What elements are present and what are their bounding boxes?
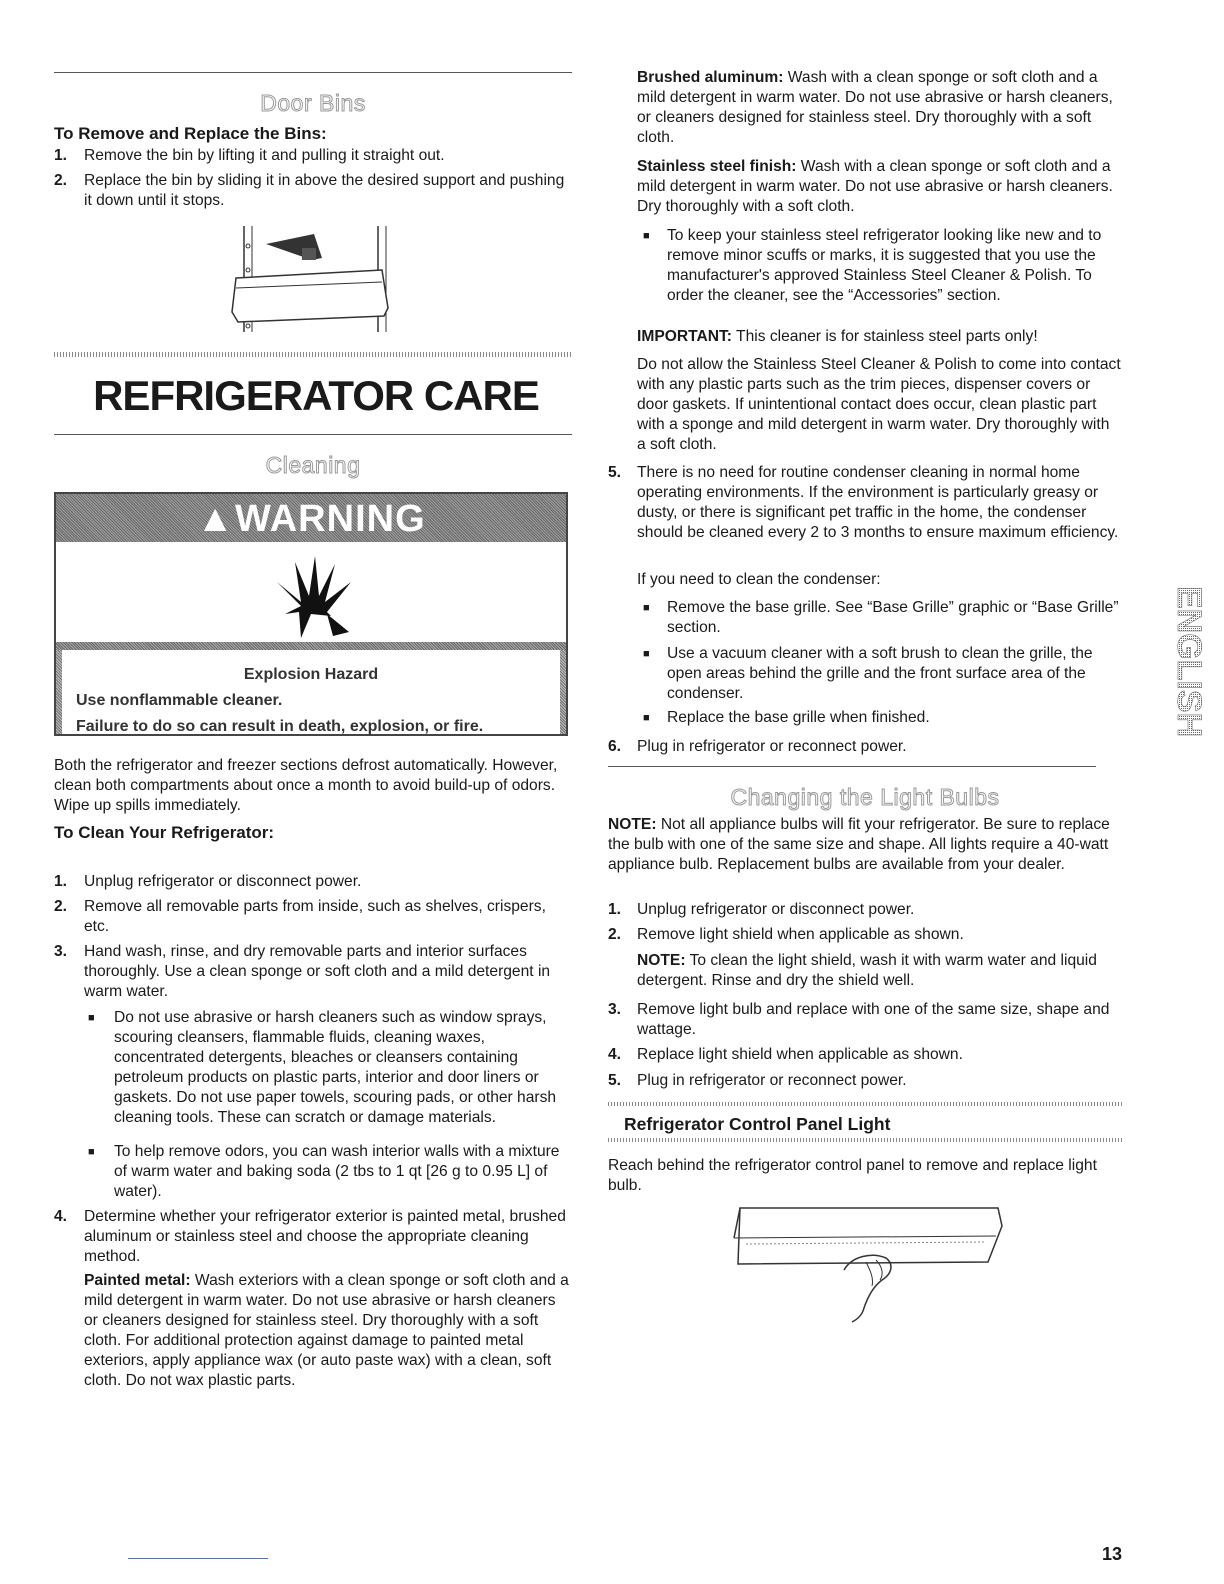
cleaning-heading: Cleaning [265, 452, 361, 478]
warning-side [560, 650, 566, 734]
door-bin-illustration [226, 226, 392, 332]
step-number: 1. [54, 147, 68, 164]
refrigerator-care-title: REFRIGERATOR CARE [93, 372, 539, 419]
painted-metal-label: Painted metal: [84, 1272, 191, 1289]
bulbs-step-1: Unplug refrigerator or disconnect power. [637, 901, 915, 918]
bulbs-note-text: Not all appliance bulbs will fit your refrigerator. Be sure to replace the bulb with one of the same size and shape. All lights require a 40-watt appliance bulb. Replacement bulbs are available from your dealer. [608, 816, 1110, 873]
step-number: 5. [608, 464, 622, 481]
brushed-aluminum-text: Wash with a clean sponge or soft cloth and a mild detergent in warm water. Do not use abrasive or harsh cleaners, or cleaners designed for stainless steel. Dry thoroughly with a soft cloth. [637, 69, 1113, 146]
painted-metal-paragraph [84, 1271, 572, 1391]
warning-line-2: Failure to do so can result in death, explosion, or fire. [76, 718, 484, 735]
important-paragraph [637, 327, 1122, 347]
cleaning-step-4: Determine whether your refrigerator exterior is painted metal, brushed aluminum or stainless steel and choose the appropriate cleaning method. [84, 1208, 566, 1265]
bullet-icon: ■ [643, 230, 650, 242]
painted-metal-text: Wash exteriors with a clean sponge or soft cloth and a mild detergent in warm water. Do not use abrasive or harsh cleaners or cleaners designed for stainless steel. Dry thoroughly with a soft cloth. For additional protection against damage to painted metal exteriors, apply appliance wax (or auto paste wax) with a clean, soft cloth. Do not wax plastic parts. [84, 1272, 569, 1389]
bulbs-note-label: NOTE: [608, 816, 657, 833]
bulbs-step-2-note-label: NOTE: [637, 952, 686, 969]
bulbs-note [608, 815, 1122, 875]
warning-line-1: Use nonflammable cleaner. [76, 692, 283, 709]
bullet-icon: ■ [643, 602, 650, 614]
step-number: 6. [608, 738, 622, 755]
cleaning-intro: Both the refrigerator and freezer sections defrost automatically. However, clean both compartments about once a month to avoid build-up of odors. Wipe up spills immediately. [54, 757, 558, 814]
step-number: 5. [608, 1072, 622, 1089]
condenser-bullet-3: Replace the base grille when finished. [667, 709, 930, 726]
cleaning-step-5: There is no need for routine condenser cleaning in normal home operating environments. If the environment is particularly greasy or dusty, or there is significant pet traffic in the home, the condenser should be cleaned every 2 to 3 months to ensure maximum efficiency. [637, 464, 1119, 541]
plastic-note: Do not allow the Stainless Steel Cleaner & Polish to come into contact with any plastic parts such as the trim pieces, dispenser covers or door gaskets. If unintentional contact does occur, clean plastic part with a sponge and mild detergent in warm water. Dry thoroughly with a soft cloth. [637, 356, 1121, 453]
stainless-text: Wash with a clean sponge or soft cloth and a mild detergent in warm water. Do not use abrasive or harsh cleaners. Dry thoroughly with a soft cloth. [637, 158, 1113, 215]
condenser-bullet-2: Use a vacuum cleaner with a soft brush to clean the grille, the open areas behind the grille and the front surface area of the condenser. [667, 645, 1093, 702]
cleaning-step-3-bullet-2: To help remove odors, you can wash interior walls with a mixture of warm water and baking soda (2 tbs to 1 qt [26 g to 0.95 L] of water). [114, 1143, 560, 1200]
step-number: 1. [608, 901, 622, 918]
bulbs-step-5: Plug in refrigerator or reconnect power. [637, 1072, 907, 1089]
warning-hazard: Explosion Hazard [243, 666, 379, 683]
bullet-icon: ■ [88, 1012, 95, 1024]
warning-header [56, 494, 566, 542]
step-number: 3. [54, 943, 68, 960]
page-number: 13 [1102, 1544, 1123, 1564]
explosion-icon [271, 552, 355, 638]
door-bins-step-1: Remove the bin by lifting it and pulling it straight out. [84, 147, 445, 164]
step-number: 1. [54, 873, 68, 890]
cleaning-step-3: Hand wash, rinse, and dry removable parts and interior surfaces thoroughly. Use a clean sponge or soft cloth and a mild detergent in warm water. [84, 943, 551, 1000]
cleaning-rule [54, 434, 572, 435]
panel-divider-top [608, 1102, 1122, 1106]
condenser-intro: If you need to clean the condenser: [637, 571, 881, 588]
warning-box [54, 492, 568, 736]
cleaning-step-2: Remove all removable parts from inside, such as shelves, crispers, etc. [84, 898, 546, 935]
warning-title: ▲WARNING [196, 498, 426, 540]
stainless-label: Stainless steel finish: [637, 158, 797, 175]
bullet-icon: ■ [88, 1146, 95, 1158]
panel-light-text: Reach behind the refrigerator control panel to remove and replace light bulb. [608, 1157, 1097, 1194]
door-bins-heading: Door Bins [260, 90, 366, 116]
stainless-bullet: To keep your stainless steel refrigerator looking like new and to remove minor scuffs or marks, it is suggested that you use the manufacturer's approved Stainless Steel Cleaner & Polish. To order the cleaner, see the “Accessories” section. [667, 227, 1102, 304]
bullet-icon: ■ [643, 648, 650, 660]
brushed-aluminum-paragraph [637, 68, 1122, 148]
top-rule [54, 72, 572, 73]
step-number: 2. [608, 926, 622, 943]
door-bins-subheading: To Remove and Replace the Bins: [54, 124, 327, 143]
bulbs-step-3: Remove light bulb and replace with one of the same size, shape and wattage. [637, 1001, 1110, 1038]
bulbs-step-2: Remove light shield when applicable as shown. [637, 926, 964, 943]
bullet-icon: ■ [643, 712, 650, 724]
door-bins-step-2: Replace the bin by sliding it in above the desired support and pushing it down until it stops. [84, 172, 565, 209]
panel-light-heading: Refrigerator Control Panel Light [624, 1114, 891, 1134]
important-text: This cleaner is for stainless steel parts only! [732, 328, 1038, 345]
step-number: 2. [54, 172, 68, 189]
language-tab [1152, 584, 1208, 756]
cleaning-step-3-bullet-1: Do not use abrasive or harsh cleaners such as window sprays, scouring cleansers, flammable fluids, cleaning waxes, concentrated detergents, bleaches or cleansers containing petroleum products on plastic parts, interior and door liners or gaskets. Do not use paper towels, scouring pads, or other harsh cleaning tools. These can scratch or damage materials. [114, 1009, 557, 1126]
language-tab-label: ENGLISH [1170, 586, 1208, 738]
step-number: 4. [608, 1046, 622, 1063]
important-label: IMPORTANT: [637, 328, 732, 345]
cleaning-step-1: Unplug refrigerator or disconnect power. [84, 873, 362, 890]
bulbs-rule [608, 766, 1096, 767]
warning-separator [56, 642, 566, 650]
section-divider [54, 352, 572, 357]
warning-side [56, 650, 62, 734]
bulbs-heading: Changing the Light Bulbs [730, 784, 1000, 810]
step-number: 3. [608, 1001, 622, 1018]
footer-line [128, 1558, 268, 1559]
condenser-bullet-1: Remove the base grille. See “Base Grille” graphic or “Base Grille” section. [667, 599, 1119, 636]
control-panel-illustration [726, 1200, 1006, 1326]
bulbs-step-4: Replace light shield when applicable as shown. [637, 1046, 963, 1063]
step-number: 2. [54, 898, 68, 915]
panel-divider-bottom [608, 1138, 1122, 1142]
bulbs-step-2-note [637, 951, 1122, 991]
step-number: 4. [54, 1208, 68, 1225]
brushed-aluminum-label: Brushed aluminum: [637, 69, 784, 86]
clean-refrigerator-subheading: To Clean Your Refrigerator: [54, 823, 275, 842]
bulbs-step-2-note-text: To clean the light shield, wash it with warm water and liquid detergent. Rinse and dry the shield well. [637, 952, 1097, 989]
stainless-paragraph [637, 157, 1122, 217]
cleaning-step-6: Plug in refrigerator or reconnect power. [637, 738, 907, 755]
